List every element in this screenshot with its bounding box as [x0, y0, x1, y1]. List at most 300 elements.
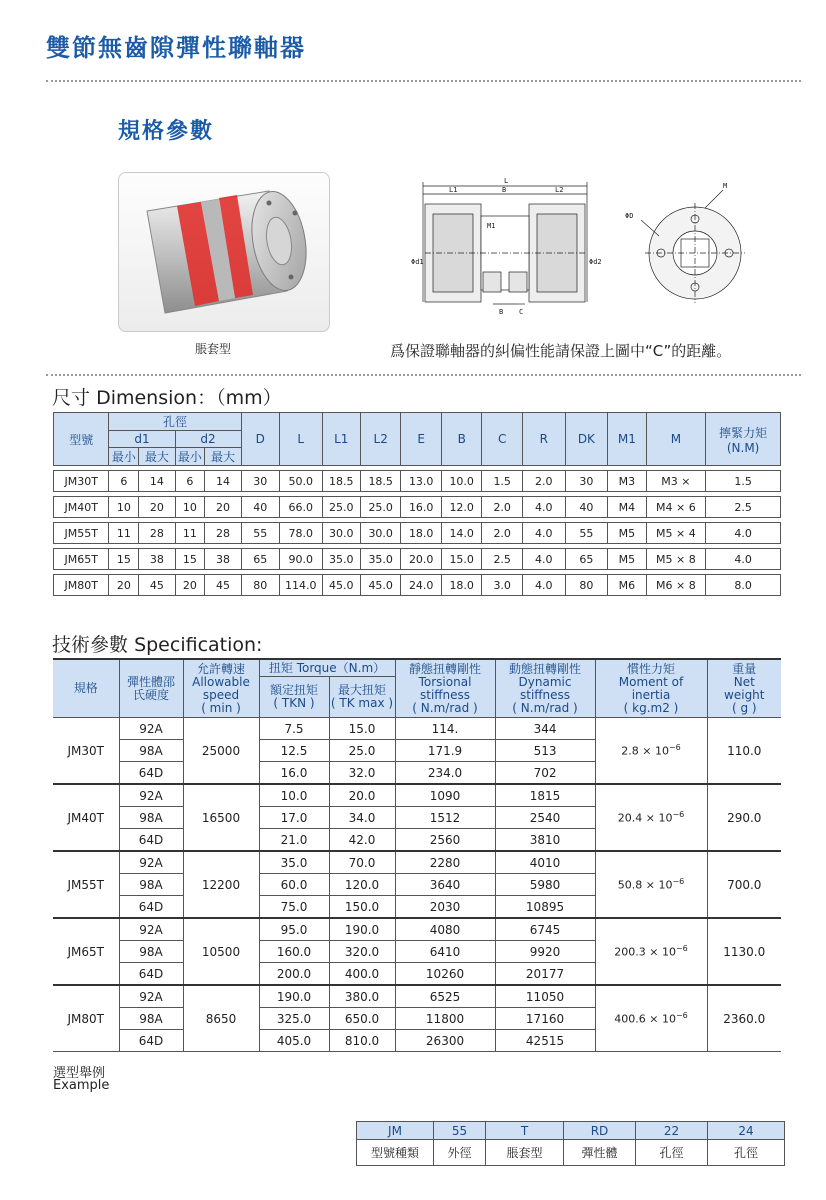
spec-model-cell: JM55T: [53, 851, 119, 918]
table-row: [54, 523, 781, 544]
spec-value-cell: 12.5: [259, 740, 329, 762]
table-cell: 38: [139, 549, 175, 570]
spec-value-cell: 60.0: [259, 874, 329, 896]
table-cell: 90.0: [279, 549, 322, 570]
drawing-label-C: C: [519, 308, 524, 316]
drawing-label-B2: B: [499, 308, 504, 316]
spec-hardness-cell: 64D: [119, 829, 183, 852]
header-model: 型號: [54, 413, 109, 466]
spec-value-cell: 17.0: [259, 807, 329, 829]
dimension-heading-unit: ：（mm）: [197, 387, 282, 409]
table-cell: 40: [241, 497, 279, 518]
table-cell: M3 ×: [646, 471, 706, 492]
spec-weight-cell: 1130.0: [707, 918, 781, 985]
table-cell: 65: [565, 549, 608, 570]
table-cell: 15: [109, 549, 139, 570]
spec-speed-cell: 10500: [183, 918, 259, 985]
dimension-heading: [52, 383, 282, 410]
drawing-label-L: L: [504, 177, 509, 185]
spec-value-cell: 3810: [495, 829, 595, 852]
divider: [46, 80, 801, 82]
spec-value-cell: 10895: [495, 896, 595, 919]
table-cell: JM80T: [54, 575, 109, 596]
table-cell: 45: [205, 575, 241, 596]
table-row: [54, 549, 781, 570]
spec-value-cell: 190.0: [259, 985, 329, 1008]
spec-value-cell: 75.0: [259, 896, 329, 919]
table-cell: 15: [175, 549, 205, 570]
table-cell: 2.5: [482, 549, 523, 570]
spec-header-tkmax-2: ( TK max ): [330, 696, 394, 710]
spec-value-cell: 3640: [395, 874, 495, 896]
table-cell: JM55T: [54, 523, 109, 544]
table-cell: 14: [139, 471, 175, 492]
table-cell: 1.5: [482, 471, 523, 492]
spec-value-cell: 10260: [395, 963, 495, 986]
example-desc-cell: 型號種類: [357, 1140, 434, 1166]
spec-inertia-cell: [595, 985, 707, 1052]
table-cell: M4: [608, 497, 646, 518]
spec-value-cell: 9920: [495, 941, 595, 963]
drawing-label-d2: Φd2: [589, 258, 602, 266]
spec-header-speed-cn: 允許轉速: [196, 661, 245, 676]
header-B: B: [441, 413, 482, 466]
spec-value-cell: 6410: [395, 941, 495, 963]
spec-table: [53, 658, 781, 1052]
table-cell: 45.0: [360, 575, 401, 596]
table-cell: 2.5: [706, 497, 781, 518]
spec-value-cell: 20.0: [329, 784, 395, 807]
table-cell: M5: [608, 523, 646, 544]
spec-value-cell: 32.0: [329, 762, 395, 785]
spec-header-tkmax-1: 最大扭矩: [338, 683, 387, 697]
table-cell: 11: [175, 523, 205, 544]
spec-header-speed-en2: speed: [202, 687, 240, 702]
table-cell: 28: [139, 523, 175, 544]
inertia-base: 200.3 × 10: [614, 945, 676, 959]
table-cell: 13.0: [401, 471, 442, 492]
header-torque-cn: 擰緊力矩: [719, 425, 768, 440]
spec-header-in-cn: 慣性力矩: [627, 661, 676, 676]
spec-header-ts-cn: 靜態扭轉剛性: [409, 661, 482, 676]
table-row: [54, 497, 781, 518]
spec-value-cell: 21.0: [259, 829, 329, 852]
table-cell: 80: [241, 575, 279, 596]
table-cell: 4.0: [706, 523, 781, 544]
spec-heading-cn: 技術參數: [52, 634, 129, 656]
spec-value-cell: 1815: [495, 784, 595, 807]
spec-header-tkmax: [329, 677, 395, 718]
spec-hardness-cell: 64D: [119, 963, 183, 986]
table-cell: M6: [608, 575, 646, 596]
drawing-label-D: ΦD: [625, 212, 634, 220]
spec-value-cell: 810.0: [329, 1030, 395, 1052]
spec-speed-cell: 8650: [183, 985, 259, 1052]
spec-value-cell: 650.0: [329, 1008, 395, 1030]
spec-value-cell: 400.0: [329, 963, 395, 986]
spec-value-cell: 26300: [395, 1030, 495, 1052]
table-cell: 20: [175, 575, 205, 596]
header-L: L: [279, 413, 322, 466]
drawing-label-B: B: [502, 186, 507, 194]
spec-header-hardness: [119, 659, 183, 718]
table-cell: 20.0: [401, 549, 442, 570]
spec-value-cell: 20177: [495, 963, 595, 986]
example-code-row: [357, 1122, 785, 1140]
spec-inertia-cell: [595, 851, 707, 918]
inertia-exponent: −6: [672, 877, 685, 887]
header-d1-min: 最小: [109, 448, 139, 466]
inertia-exponent: −6: [675, 1011, 688, 1021]
spec-value-cell: 160.0: [259, 941, 329, 963]
inertia-exponent: −6: [668, 743, 681, 753]
table-cell: 18.5: [360, 471, 401, 492]
inertia-exponent: −6: [675, 944, 688, 954]
spec-hardness-cell: 64D: [119, 1030, 183, 1052]
table-cell: M3: [608, 471, 646, 492]
table-cell: M5: [608, 549, 646, 570]
table-cell: 25.0: [322, 497, 360, 518]
spec-speed-cell: 16500: [183, 784, 259, 851]
header-bore: 孔徑: [109, 413, 241, 431]
spec-header-ds-en2: stiffness: [519, 687, 571, 702]
spec-header-torsional: [395, 659, 495, 718]
spec-inertia-cell: [595, 918, 707, 985]
spec-header-tkn-2: ( TKN ): [273, 696, 315, 710]
table-cell: M4 × 6: [646, 497, 706, 518]
table-cell: 1.5: [706, 471, 781, 492]
spec-hardness-cell: 98A: [119, 941, 183, 963]
spec-header-dynamic: [495, 659, 595, 718]
table-cell: 66.0: [279, 497, 322, 518]
spec-value-cell: 16.0: [259, 762, 329, 785]
table-cell: JM65T: [54, 549, 109, 570]
table-cell: 14.0: [441, 523, 482, 544]
example-code-cell: 55: [434, 1122, 486, 1140]
spec-header-in-unit: ( kg.m2 ): [623, 700, 679, 715]
spec-value-cell: 25.0: [329, 740, 395, 762]
spec-value-cell: 42.0: [329, 829, 395, 852]
drawing-label-M: M: [723, 182, 728, 190]
table-row: [53, 718, 781, 740]
header-L1: L1: [322, 413, 360, 466]
table-cell: M6 × 8: [646, 575, 706, 596]
spec-value-cell: 380.0: [329, 985, 395, 1008]
table-cell: 24.0: [401, 575, 442, 596]
spec-header-inertia: [595, 659, 707, 718]
spec-header-in-en2: inertia: [631, 687, 671, 702]
spec-value-cell: 325.0: [259, 1008, 329, 1030]
table-cell: 4.0: [522, 523, 565, 544]
table-cell: 4.0: [522, 497, 565, 518]
header-torque-unit: (N.M): [726, 440, 760, 455]
spec-value-cell: 6745: [495, 918, 595, 941]
spec-header-w-en2: weight: [724, 687, 765, 702]
table-cell: 40: [565, 497, 608, 518]
table-cell: JM30T: [54, 471, 109, 492]
spec-header-ts-en1: Torsional: [418, 674, 472, 689]
example-code-cell: JM: [357, 1122, 434, 1140]
drawing-label-M1: M1: [487, 222, 496, 230]
table-cell: 55: [241, 523, 279, 544]
table-cell: 18.5: [322, 471, 360, 492]
spec-value-cell: 702: [495, 762, 595, 785]
spec-value-cell: 114.: [395, 718, 495, 740]
table-cell: 50.0: [279, 471, 322, 492]
product-photo: [118, 172, 330, 332]
coupling-illustration: [119, 173, 329, 331]
table-cell: 25.0: [360, 497, 401, 518]
spec-value-cell: 15.0: [329, 718, 395, 740]
table-cell: 16.0: [401, 497, 442, 518]
spec-value-cell: 4010: [495, 851, 595, 874]
spec-value-cell: 5980: [495, 874, 595, 896]
spec-hardness-cell: 92A: [119, 784, 183, 807]
example-desc-cell: 孔徑: [636, 1140, 708, 1166]
table-cell: 3.0: [482, 575, 523, 596]
spec-hardness-cell: 64D: [119, 896, 183, 919]
spec-hardness-cell: 92A: [119, 918, 183, 941]
table-cell: 15.0: [441, 549, 482, 570]
spec-header-ds-en1: Dynamic: [518, 674, 572, 689]
page-title: 雙節無齒隙彈性聯軸器: [46, 34, 306, 62]
table-cell: 2.0: [482, 523, 523, 544]
example-code-cell: 22: [636, 1122, 708, 1140]
dimension-rows: [54, 466, 781, 596]
spec-hardness-cell: 92A: [119, 985, 183, 1008]
spec-value-cell: 171.9: [395, 740, 495, 762]
spec-header-ds-unit: ( N.m/rad ): [512, 700, 578, 715]
table-cell: 35.0: [322, 549, 360, 570]
spec-value-cell: 405.0: [259, 1030, 329, 1052]
table-cell: 4.0: [522, 575, 565, 596]
inertia-base: 2.8 × 10: [621, 744, 669, 758]
spec-value-cell: 11050: [495, 985, 595, 1008]
table-row: [53, 784, 781, 807]
spec-hardness-cell: 92A: [119, 851, 183, 874]
inertia-base: 50.8 × 10: [617, 878, 673, 892]
spec-header-hardness-1: 彈性體邵: [126, 674, 175, 689]
spec-weight-cell: 290.0: [707, 784, 781, 851]
table-cell: 10: [175, 497, 205, 518]
example-desc-cell: 外徑: [434, 1140, 486, 1166]
spec-value-cell: 200.0: [259, 963, 329, 986]
spec-value-cell: 42515: [495, 1030, 595, 1052]
spec-value-cell: 234.0: [395, 762, 495, 785]
table-cell: 55: [565, 523, 608, 544]
header-M1: M1: [608, 413, 646, 466]
spec-weight-cell: 700.0: [707, 851, 781, 918]
table-cell: M5 × 8: [646, 549, 706, 570]
spec-heading: [52, 630, 262, 657]
example-desc-cell: 脹套型: [486, 1140, 564, 1166]
table-row: [53, 985, 781, 1008]
spec-header-ts-en2: stiffness: [419, 687, 471, 702]
spec-header-speed-en1: Allowable: [192, 674, 250, 689]
spec-model-cell: JM65T: [53, 918, 119, 985]
header-M: M: [646, 413, 706, 466]
table-cell: 28: [205, 523, 241, 544]
spec-header-weight: [707, 659, 781, 718]
table-cell: 6: [175, 471, 205, 492]
spec-value-cell: 320.0: [329, 941, 395, 963]
table-row: [53, 851, 781, 874]
spec-header-model: 規格: [53, 659, 119, 718]
header-d1-max: 最大: [139, 448, 175, 466]
header-DK: DK: [565, 413, 608, 466]
drawing-label-L1: L1: [449, 186, 458, 194]
table-cell: 20: [139, 497, 175, 518]
spec-value-cell: 6525: [395, 985, 495, 1008]
spec-model-cell: JM80T: [53, 985, 119, 1052]
table-cell: 30: [241, 471, 279, 492]
table-cell: 14: [205, 471, 241, 492]
spec-rows: [53, 718, 781, 1052]
table-cell: 78.0: [279, 523, 322, 544]
spec-value-cell: 2560: [395, 829, 495, 852]
drawing-label-L2: L2: [555, 186, 564, 194]
spec-value-cell: 95.0: [259, 918, 329, 941]
spec-value-cell: 34.0: [329, 807, 395, 829]
example-code-cell: RD: [564, 1122, 636, 1140]
table-cell: 30.0: [360, 523, 401, 544]
table-row: [53, 918, 781, 941]
spec-hardness-cell: 64D: [119, 762, 183, 785]
header-d2-max: 最大: [205, 448, 241, 466]
inertia-base: 20.4 × 10: [617, 811, 673, 825]
header-L2: L2: [360, 413, 401, 466]
table-cell: 45: [139, 575, 175, 596]
table-cell: 8.0: [706, 575, 781, 596]
spec-value-cell: 70.0: [329, 851, 395, 874]
spec-header-speed: [183, 659, 259, 718]
table-cell: 45.0: [322, 575, 360, 596]
table-row: [54, 471, 781, 492]
header-d2: d2: [175, 431, 241, 448]
spec-hardness-cell: 92A: [119, 718, 183, 740]
header-R: R: [522, 413, 565, 466]
spec-header-w-en1: Net: [733, 674, 755, 689]
spec-value-cell: 1090: [395, 784, 495, 807]
table-cell: 10.0: [441, 471, 482, 492]
spec-value-cell: 190.0: [329, 918, 395, 941]
example-label-en: Example: [53, 1078, 110, 1093]
spec-value-cell: 513: [495, 740, 595, 762]
spec-hardness-cell: 98A: [119, 874, 183, 896]
table-cell: 20: [109, 575, 139, 596]
section-subtitle: 規格參數: [118, 119, 215, 144]
example-desc-row: [357, 1140, 785, 1166]
spec-value-cell: 1512: [395, 807, 495, 829]
table-cell: 2.0: [482, 497, 523, 518]
example-code-cell: 24: [708, 1122, 785, 1140]
table-cell: 114.0: [279, 575, 322, 596]
example-label-cn: 選型舉例: [53, 1066, 106, 1081]
table-cell: 80: [565, 575, 608, 596]
table-cell: 38: [205, 549, 241, 570]
spec-model-cell: JM40T: [53, 784, 119, 851]
spec-header-in-en1: Moment of: [618, 674, 684, 689]
table-cell: 4.0: [706, 549, 781, 570]
spec-weight-cell: 110.0: [707, 718, 781, 785]
spec-value-cell: 2280: [395, 851, 495, 874]
table-row: [54, 575, 781, 596]
spec-header-w-unit: ( g ): [731, 700, 757, 715]
spec-value-cell: 344: [495, 718, 595, 740]
spec-header-torque: 扭矩 Torque（N.m）: [259, 659, 395, 677]
spec-header-ts-unit: ( N.m/rad ): [412, 700, 478, 715]
spec-value-cell: 2540: [495, 807, 595, 829]
spec-header-ds-cn: 動態扭轉剛性: [509, 661, 582, 676]
inertia-base: 400.6 × 10: [614, 1012, 676, 1026]
spec-speed-cell: 25000: [183, 718, 259, 785]
table-cell: 30.0: [322, 523, 360, 544]
table-cell: M5 × 4: [646, 523, 706, 544]
table-cell: 18.0: [401, 523, 442, 544]
header-d2-min: 最小: [175, 448, 205, 466]
table-cell: 10: [109, 497, 139, 518]
dimension-heading-en: Dimension: [96, 387, 198, 409]
spec-hardness-cell: 98A: [119, 807, 183, 829]
drawing-label-d1: Φd1: [411, 258, 424, 266]
spec-hardness-cell: 98A: [119, 1008, 183, 1030]
table-cell: 11: [109, 523, 139, 544]
example-code-cell: T: [486, 1122, 564, 1140]
example-desc-cell: 彈性體: [564, 1140, 636, 1166]
spec-value-cell: 2030: [395, 896, 495, 919]
table-cell: 35.0: [360, 549, 401, 570]
spec-value-cell: 11800: [395, 1008, 495, 1030]
spec-value-cell: 7.5: [259, 718, 329, 740]
table-cell: 4.0: [522, 549, 565, 570]
header-E: E: [401, 413, 442, 466]
table-cell: 2.0: [522, 471, 565, 492]
spec-header-hardness-2: 氏硬度: [132, 687, 169, 702]
spec-value-cell: 4080: [395, 918, 495, 941]
spec-header-speed-unit: ( min ): [201, 700, 241, 715]
table-cell: 18.0: [441, 575, 482, 596]
example-desc-cell: 孔徑: [708, 1140, 785, 1166]
table-cell: 30: [565, 471, 608, 492]
spec-speed-cell: 12200: [183, 851, 259, 918]
header-C: C: [482, 413, 523, 466]
drawing-note: 爲保證聯軸器的糾偏性能請保證上圖中“C”的距離。: [390, 342, 732, 360]
table-cell: 65: [241, 549, 279, 570]
spec-inertia-cell: [595, 718, 707, 785]
spec-header-tkn: [259, 677, 329, 718]
spec-heading-en: Specification:: [134, 634, 263, 656]
spec-model-cell: JM30T: [53, 718, 119, 785]
header-D: D: [241, 413, 279, 466]
photo-caption: 脹套型: [195, 342, 232, 356]
table-cell: 12.0: [441, 497, 482, 518]
dimension-table: [53, 412, 781, 596]
spec-header-w-cn: 重量: [732, 661, 757, 676]
spec-header-tkn-1: 額定扭矩: [269, 683, 318, 697]
dimension-heading-cn: 尺寸: [52, 387, 91, 409]
table-cell: 6: [109, 471, 139, 492]
spec-value-cell: 10.0: [259, 784, 329, 807]
spec-weight-cell: 2360.0: [707, 985, 781, 1052]
technical-drawing: [405, 172, 795, 332]
example-table: [356, 1121, 785, 1166]
header-d1: d1: [109, 431, 175, 448]
divider: [46, 374, 801, 376]
spec-value-cell: 17160: [495, 1008, 595, 1030]
header-torque: [706, 413, 781, 466]
table-cell: JM40T: [54, 497, 109, 518]
spec-value-cell: 35.0: [259, 851, 329, 874]
